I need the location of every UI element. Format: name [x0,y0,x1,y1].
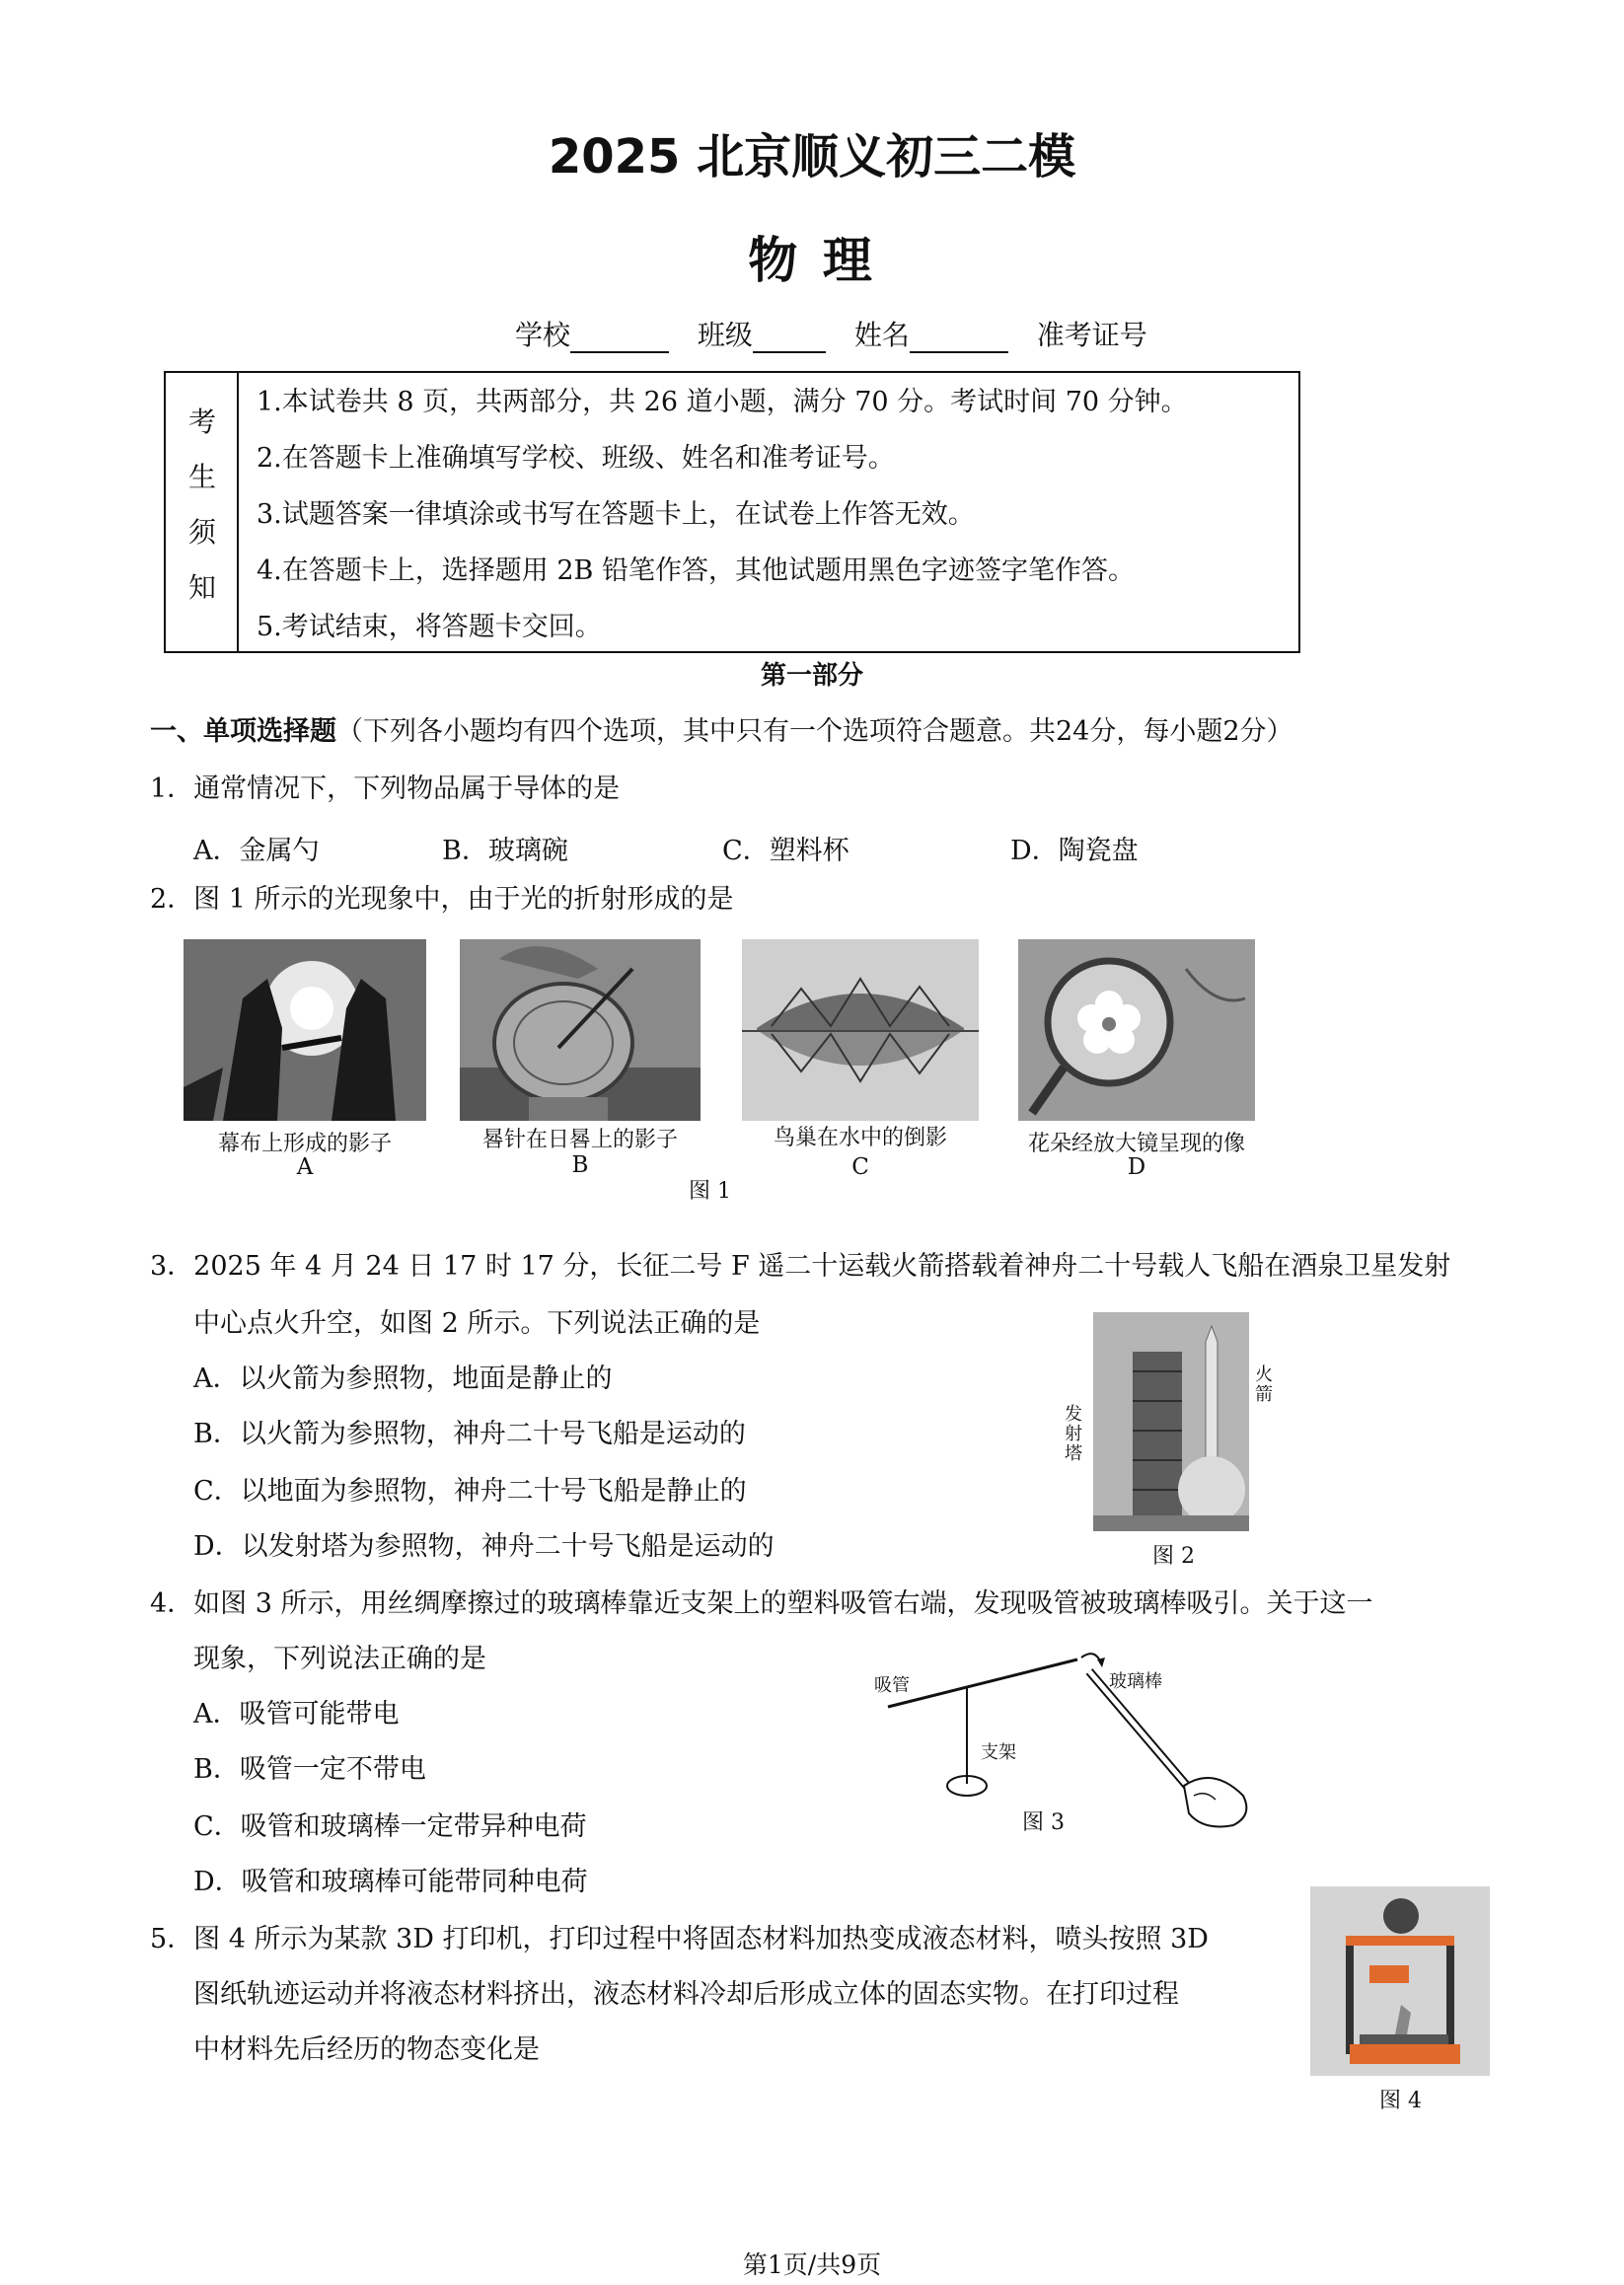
school-label: 学校 [515,319,571,351]
q3-photo-rocket [1093,1312,1249,1531]
subject-title [0,221,1624,292]
part-title: 第一部分 [760,661,863,691]
q4-label-stand: 支架 [981,1742,1016,1763]
q4-option-a: A．吸管可能带电 [193,1699,400,1730]
notice-box [164,371,1300,653]
q2-caption-a: 幕布上形成的影子 [217,1132,392,1156]
student-info-line [515,314,1147,353]
subject-text: 物 理 [748,232,876,289]
3d-printer-image [1310,1886,1490,2076]
q4-stem-line1: 4．如图 3 所示，用丝绸摩擦过的玻璃棒靠近支架上的塑料吸管右端，发现吸管被玻璃棒吸引。关于这一 [150,1588,1373,1619]
notice-item: 1.本试卷共 8 页，共两部分，共 26 道小题，满分 70 分。考试时间 70 分钟。 [257,387,1188,417]
notice-list [257,379,1188,660]
q3-label-rocket: 火箭 [1255,1364,1273,1405]
q2-letter-c: C [851,1154,869,1180]
q5-line1: 5．图 4 所示为某款 3D 打印机，打印过程中将固态材料加热变成液态材料，喷头按照 3D [150,1924,1209,1954]
q3-option-b: B．以火箭为参照物，神舟二十号飞船是运动的 [193,1419,746,1449]
school-blank [570,326,669,353]
exam-id-label: 准考证号 [1036,319,1147,351]
section-heading: 一、单项选择题 [150,716,336,747]
q2-caption-d: 花朵经放大镜呈现的像 [1027,1132,1245,1156]
q2-photo-d [1018,939,1255,1121]
birds-nest-image [742,939,979,1121]
q2-stem: 2．图 1 所示的光现象中，由于光的折射形成的是 [150,884,734,915]
q3-option-d: D．以发射塔为参照物，神舟二十号飞船是运动的 [193,1531,775,1562]
notice-heading-char: 生 [187,461,216,493]
notice-item: 4.在答题卡上，选择题用 2B 铅笔作答，其他试题用黑色字迹签字笔作答。 [257,555,1135,586]
q2-photo-a [184,939,426,1121]
name-label: 姓名 [853,319,910,351]
magnifier-flower-image [1018,939,1255,1121]
notice-heading-char: 须 [187,516,216,549]
q3-stem-line2: 中心点火升空，如图 2 所示。下列说法正确的是 [193,1308,761,1339]
page-title: 2025 北京顺义初三二模 [548,129,1076,184]
figure-4-label: 图 4 [1379,2089,1422,2113]
q4-label-straw: 吸管 [874,1675,910,1696]
q4-option-b: B．吸管一定不带电 [193,1754,426,1785]
q1-option-a: A．金属勺 [193,836,320,866]
q2-photo-c [742,939,979,1121]
q4-straw-diagram [858,1638,1273,1835]
q4-option-c: C．吸管和玻璃棒一定带异种电荷 [193,1811,587,1842]
q3-stem-line1: 3．2025 年 4 月 24 日 17 时 17 分，长征二号 F 遥二十运载火箭搭载着神舟二十号载人飞船在酒泉卫星发射 [150,1251,1451,1282]
q3-label-tower: 发射塔 [1065,1404,1082,1464]
section-note: （下列各小题均有四个选项，其中只有一个选项符合题意。共24分，每小题2分） [336,716,1293,747]
notice-heading [166,373,239,651]
notice-heading-char: 考 [187,405,216,438]
q1-stem: 1．通常情况下，下列物品属于导体的是 [150,774,621,804]
q5-line2: 图纸轨迹运动并将液态材料挤出，液态材料冷却后形成立体的固态实物。在打印过程 [193,1979,1179,2010]
sundial-image [460,939,701,1121]
class-label: 班级 [697,319,753,351]
q4-label-rod: 玻璃棒 [1109,1671,1162,1692]
page-footer: 第1页/共9页 [742,2250,882,2279]
notice-item: 5.考试结束，将答题卡交回。 [257,612,602,642]
q2-photo-b [460,939,701,1121]
q1-option-c: C．塑料杯 [722,836,849,866]
q4-option-d: D．吸管和玻璃棒可能带同种电荷 [193,1867,588,1897]
q1-option-d: D．陶瓷盘 [1010,836,1139,866]
shadow-puppet-image [184,939,426,1121]
q4-stem-line2: 现象，下列说法正确的是 [193,1644,486,1674]
rocket-launch-image [1093,1312,1249,1531]
section-heading-line [150,716,1293,748]
figure-3-label: 图 3 [1022,1810,1065,1835]
q2-caption-c: 鸟巢在水中的倒影 [773,1126,947,1150]
class-blank [753,326,826,353]
q3-option-a: A．以火箭为参照物，地面是静止的 [193,1364,613,1394]
notice-item: 3.试题答案一律填涂或书写在答题卡上，在试卷上作答无效。 [257,499,975,530]
q2-letter-b: B [571,1152,589,1178]
notice-item: 2.在答题卡上准确填写学校、班级、姓名和准考证号。 [257,443,895,474]
figure-2-label: 图 2 [1152,1544,1195,1569]
q3-option-c: C．以地面为参照物，神舟二十号飞船是静止的 [193,1476,747,1507]
q2-letter-a: A [296,1154,314,1180]
q5-photo-printer [1310,1886,1490,2076]
q2-letter-d: D [1127,1154,1146,1180]
name-blank [910,326,1008,353]
q2-caption-b: 晷针在日晷上的影子 [481,1128,678,1152]
q1-option-b: B．玻璃碗 [442,836,568,866]
notice-heading-char: 知 [187,571,216,604]
figure-1-label: 图 1 [689,1179,731,1204]
q5-line3: 中材料先后经历的物态变化是 [193,2034,540,2065]
